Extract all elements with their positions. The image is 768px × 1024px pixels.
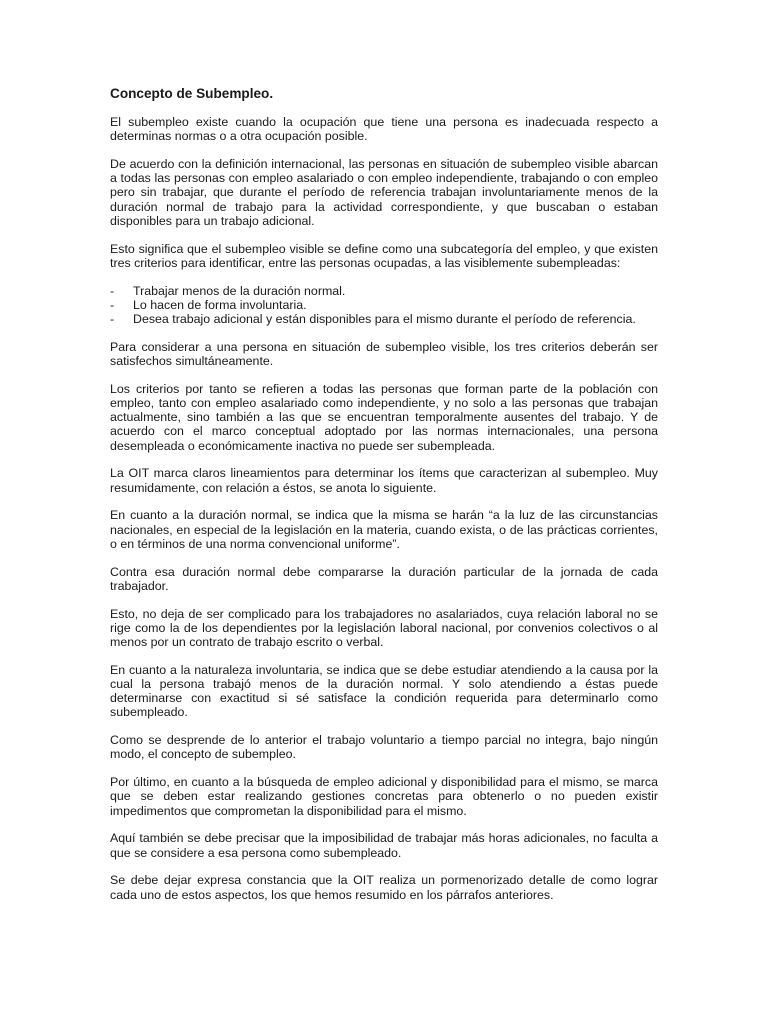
paragraph: Se debe dejar expresa constancia que la OIT realiza un pormenorizado detalle de como lograr cada uno de estos aspectos, los que hemos resumido en los párrafos anteriores. [110, 873, 658, 902]
document-page [110, 86, 658, 915]
list-item [110, 312, 658, 326]
paragraph: Como se desprende de lo anterior el trabajo voluntario a tiempo parcial no integra, bajo ningún modo, el concepto de subempleo. [110, 733, 658, 762]
paragraph: Los criterios por tanto se refieren a todas las personas que forman parte de la población con empleo, tanto con empleo asalariado como independiente, y no solo a las personas que trabajan actualmente, sino también a las que se encuentran temporalmente ausentes del trabajo. Y de acuerdo con el marco conceptual adoptado por las normas internacionales, una persona desempleada o económicamente inactiva no puede ser subempleada. [110, 381, 658, 453]
paragraph: Aquí también se debe precisar que la imposibilidad de trabajar más horas adicionales, no faculta a que se considere a esa persona como subempleado. [110, 831, 658, 860]
paragraph: Por último, en cuanto a la búsqueda de empleo adicional y disponibilidad para el mismo, se marca que se deben estar realizando gestiones concretas para obtenerlo o no pueden existir impedimentos que comprometan la disponibilidad para el mismo. [110, 775, 658, 818]
paragraph: De acuerdo con la definición internacional, las personas en situación de subempleo visible abarcan a todas las personas con empleo asalariado o con empleo independiente, trabajando o con empleo pero sin trabajar, que durante el período de referencia trabajan involuntariamente menos de la duración normal de trabajo para la actividad correspondiente, y que buscaban o estaban disponibles para un trabajo adicional. [110, 157, 658, 228]
list-item [110, 298, 658, 312]
paragraph: Esto significa que el subempleo visible se define como una subcategoría del empleo, y que existen tres criterios para identificar, entre las personas ocupadas, a las visiblemente subempleadas: [110, 241, 658, 270]
paragraph: Para considerar a una persona en situación de subempleo visible, los tres criterios deberán ser satisfechos simultáneamente. [110, 339, 658, 369]
list-dash: - [110, 312, 115, 327]
list-item-text: Lo hacen de forma involuntaria. [133, 297, 307, 312]
list-item-text: Desea trabajo adicional y están disponibles para el mismo durante el período de referencia. [133, 312, 636, 327]
paragraph: El subempleo existe cuando la ocupación que tiene una persona es inadecuada respecto a determinas normas o a otra ocupación posible. [110, 115, 658, 144]
document-title: Concepto de Subempleo. [110, 86, 274, 101]
paragraph: En cuanto a la naturaleza involuntaria, se indica que se debe estudiar atendiendo a la causa por la cual la persona trabajó menos de la duración normal. Y solo atendiendo a éstas puede determinarse con exactitud si sé satisface la condición requerida para determinarlo como subempleado. [110, 662, 658, 720]
list-item [110, 284, 658, 298]
list-item-text: Trabajar menos de la duración normal. [133, 283, 346, 298]
paragraph: En cuanto a la duración normal, se indica que la misma se harán “a la luz de las circunstancias nacionales, en especial de la legislación en la materia, cuando exista, o de las prácticas corrientes, o en términos de una norma convencional uniforme”. [110, 508, 658, 551]
paragraph: La OIT marca claros lineamientos para determinar los ítems que caracterizan al subempleo. Muy resumidamente, con relación a éstos, se anota lo siguiente. [110, 466, 658, 495]
paragraph: Esto, no deja de ser complicado para los trabajadores no asalariados, cuya relación laboral no se rige como la de los dependientes por la legislación laboral nacional, por convenios colectivos o al menos por un contrato de trabajo escrito o verbal. [110, 606, 658, 650]
list-dash: - [110, 283, 115, 298]
list-dash: - [110, 297, 115, 312]
paragraph: Contra esa duración normal debe compararse la duración particular de la jornada de cada trabajador. [110, 564, 658, 593]
criteria-list [110, 284, 658, 327]
